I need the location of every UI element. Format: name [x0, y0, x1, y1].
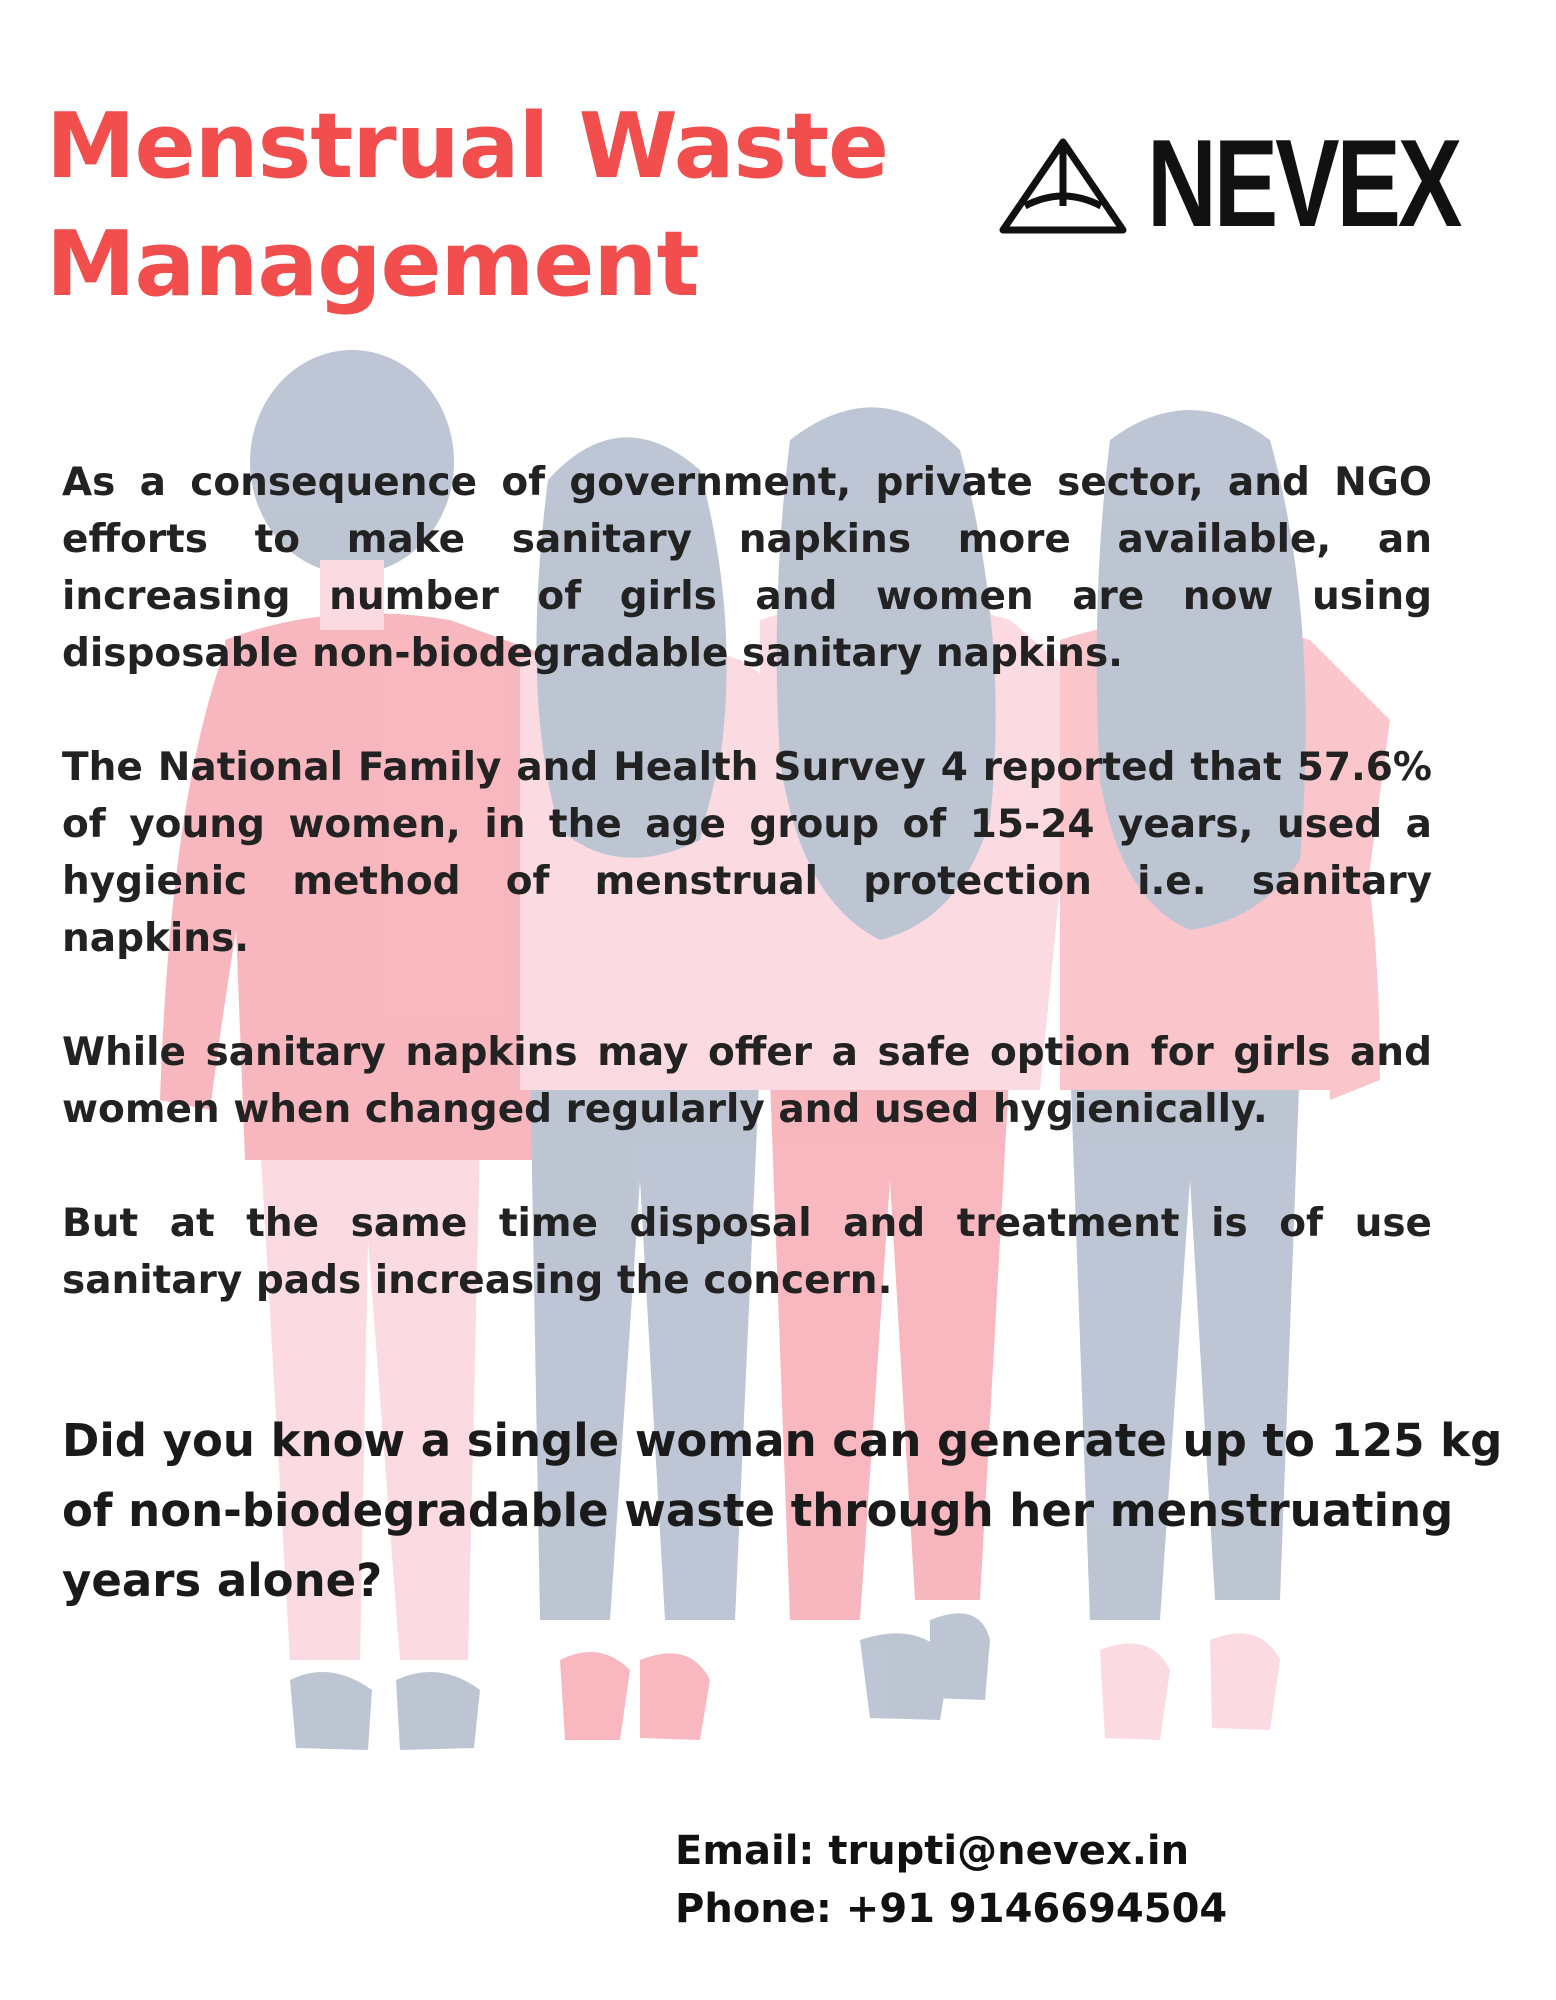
- callout-question: Did you know a single woman can generate up to 125 kg of non-biodegradable waste through her menstruating years alone?: [62, 1414, 1503, 1607]
- title-line-1: Menstrual Waste: [46, 94, 889, 199]
- paragraph-1: As a consequence of government, private sector, and NGO efforts to make sanitary napkins more available, an increasing number of girls and women are now using disposable non-biodegradable sanitary napkins.: [62, 460, 1432, 676]
- title-line-2: Management: [46, 212, 699, 317]
- page-title: [46, 88, 888, 324]
- contact-phone[interactable]: Phone: +91 9146694504: [675, 1886, 1228, 1932]
- contact-email[interactable]: Email: trupti@nevex.in: [675, 1828, 1190, 1874]
- paragraph-3: While sanitary napkins may offer a safe option for girls and women when changed regularly and used hygienically.: [62, 1030, 1432, 1132]
- logo-wordmark: NEVEX: [1147, 115, 1460, 253]
- contact-info: [675, 1822, 1227, 1938]
- paragraph-4: But at the same time disposal and treatment is of use sanitary pads increasing the concern.: [62, 1201, 1432, 1303]
- nevex-triangle-logo-icon: [995, 136, 1131, 236]
- paragraph-2: The National Family and Health Survey 4 reported that 57.6% of young women, in the age group of 15-24 years, used a hygienic method of menstrual protection i.e. sanitary napkins.: [62, 745, 1432, 961]
- body-text: [62, 454, 1432, 1366]
